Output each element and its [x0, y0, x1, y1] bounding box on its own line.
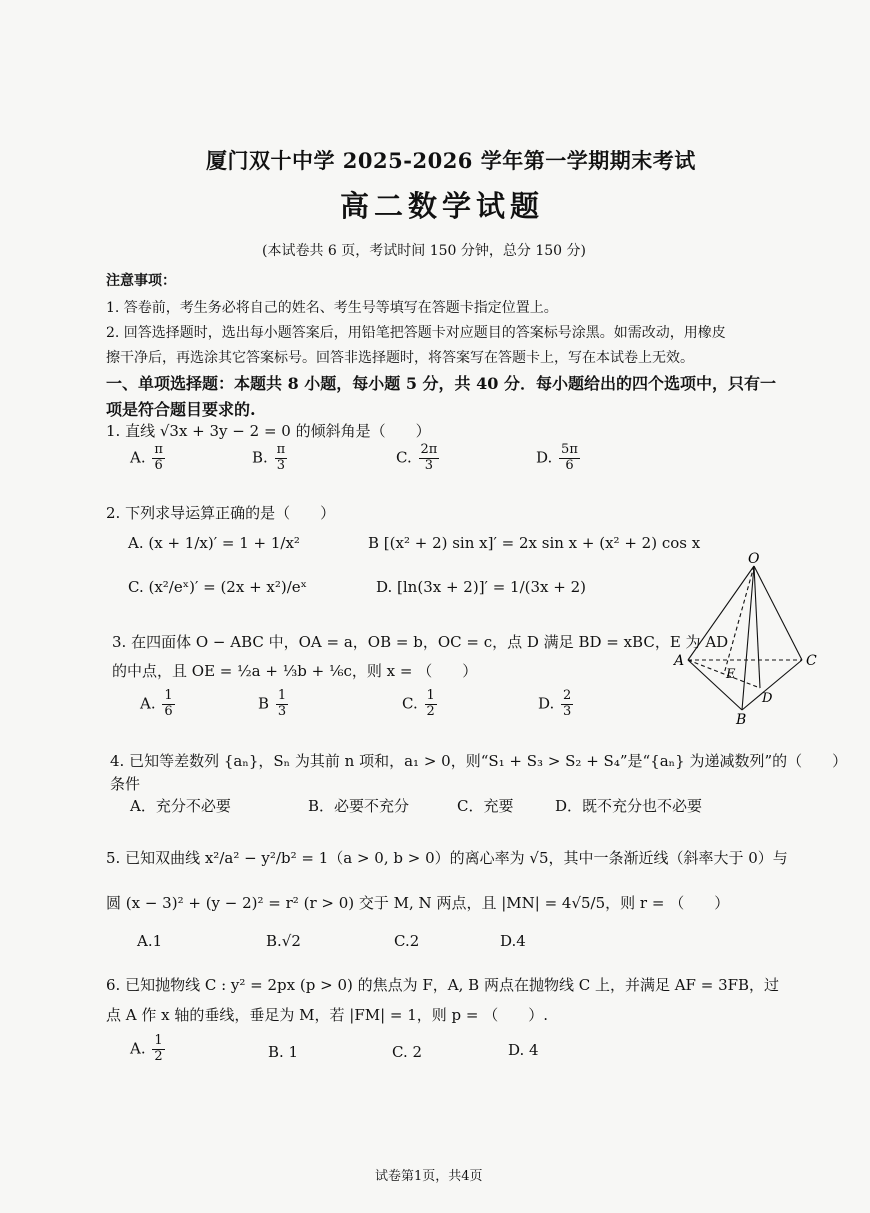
q4-option-c: C．充要 — [457, 797, 514, 815]
notes-item-2-line2: 擦干净后，再选涂其它答案标号。回答非选择题时，将答案写在答题卡上，写在本试卷上无效。 — [106, 350, 694, 366]
q6-stem-line1: 6. 已知抛物线 C : y² = 2px (p > 0) 的焦点为 F，A, B 两点在抛物线 C 上，并满足 AF = 3FB，过 — [106, 976, 780, 994]
q3-stem-line2: 的中点，且 OE = ½a + ⅓b + ⅙c，则 x = （ ） — [112, 662, 478, 680]
q1-stem: 1. 直线 √3x + 3y − 2 = 0 的倾斜角是（ ） — [106, 422, 431, 440]
q1-option-b: B. $\frac{\pi}{3}$ — [252, 442, 286, 473]
school-title: 厦门双十中学 2025-2026 学年第一学期期末考试 — [206, 148, 696, 173]
q2-option-b: B [(x² + 2) sin x]′ = 2x sin x + (x² + 2) cos x — [368, 534, 701, 552]
q5-option-c: C.2 — [394, 932, 420, 950]
q2-option-d: D. [ln(3x + 2)]′ = 1/(3x + 2) — [376, 578, 587, 596]
q3-option-b: B $\frac{1}{3}$ — [258, 688, 287, 719]
q6-option-a: A. $\frac{1}{2}$ — [130, 1033, 163, 1064]
q1-option-a: A. $\frac{\pi}{6}$ — [130, 442, 163, 473]
q5-stem-line1: 5. 已知双曲线 x²/a² − y²/b² = 1（a > 0, b > 0）的离心率为 √5，其中一条渐近线（斜率大于 0）与 — [106, 849, 788, 867]
segment-od — [754, 566, 760, 688]
label-a: A — [674, 653, 685, 669]
section-heading-line1: 一、单项选择题：本题共 8 小题，每小题 5 分，共 40 分．每小题给出的四个选项中，只有一 — [106, 374, 776, 393]
section-heading-line2: 项是符合题目要求的. — [106, 400, 256, 419]
edge-oa — [688, 566, 754, 660]
q5-option-a: A.1 — [137, 932, 163, 950]
q4-option-b: B．必要不充分 — [308, 797, 410, 815]
q2-stem: 2. 下列求导运算正确的是（ ） — [106, 504, 336, 522]
notes-item-2-line1: 2. 回答选择题时，选出每小题答案后，用铅笔把答题卡对应题目的答案标号涂黑。如需改动，用橡皮 — [106, 325, 726, 341]
exam-info: (本试卷共 6 页，考试时间 150 分钟，总分 150 分) — [262, 243, 586, 259]
notes-item-1: 1. 答卷前，考生务必将自己的姓名、考生号等填写在答题卡指定位置上。 — [106, 300, 558, 316]
q4-stem-line1: 4. 已知等差数列 {aₙ}，Sₙ 为其前 n 项和，a₁ > 0，则“S₁ + S₃ > S₂ + S₄”是“{aₙ} 为递减数列”的（ ） — [110, 752, 848, 770]
q6-option-d: D. 4 — [508, 1041, 539, 1059]
q6-stem-line2: 点 A 作 x 轴的垂线，垂足为 M，若 |FM| = 1，则 p = （ ）. — [106, 1006, 549, 1024]
q5-option-d: D.4 — [500, 932, 526, 950]
q2-option-c: C. (x²/eˣ)′ = (2x + x²)/eˣ — [128, 578, 308, 596]
q6-option-b: B. 1 — [268, 1043, 299, 1061]
q6-option-c: C. 2 — [392, 1043, 423, 1061]
label-e: E — [726, 667, 736, 682]
page-footer: 试卷第1页，共4页 — [375, 1169, 483, 1184]
q5-stem-line2: 圆 (x − 3)² + (y − 2)² = r² (r > 0) 交于 M, N 两点，且 |MN| = 4√5/5，则 r = （ ） — [106, 894, 730, 912]
q3-option-d: D. $\frac{2}{3}$ — [538, 688, 572, 719]
q3-stem-line1: 3. 在四面体 O − ABC 中，OA = a，OB = b，OC = c，点 D 满足 BD = xBC，E 为 AD — [112, 633, 729, 651]
edge-oc — [754, 566, 802, 660]
q1-option-c: C. $\frac{2\pi}{3}$ — [396, 442, 438, 473]
q4-stem-line2: 条件 — [110, 775, 141, 793]
q1-option-d: D. $\frac{5\pi}{6}$ — [536, 442, 578, 473]
q5-option-b: B.√2 — [266, 932, 301, 950]
label-d: D — [762, 691, 773, 706]
subject-title: 高二数学试题 — [340, 189, 545, 223]
notes-heading: 注意事项： — [106, 273, 176, 289]
label-o: O — [748, 552, 760, 567]
tetrahedron-figure — [672, 552, 832, 728]
q3-option-a: A. $\frac{1}{6}$ — [140, 688, 173, 719]
q4-option-d: D．既不充分也不必要 — [555, 797, 703, 815]
label-b: B — [736, 712, 747, 728]
q4-option-a: A．充分不必要 — [130, 797, 231, 815]
q3-option-c: C. $\frac{1}{2}$ — [402, 688, 435, 719]
label-c: C — [806, 653, 817, 669]
q2-option-a: A. (x + 1/x)′ = 1 + 1/x² — [128, 534, 300, 552]
